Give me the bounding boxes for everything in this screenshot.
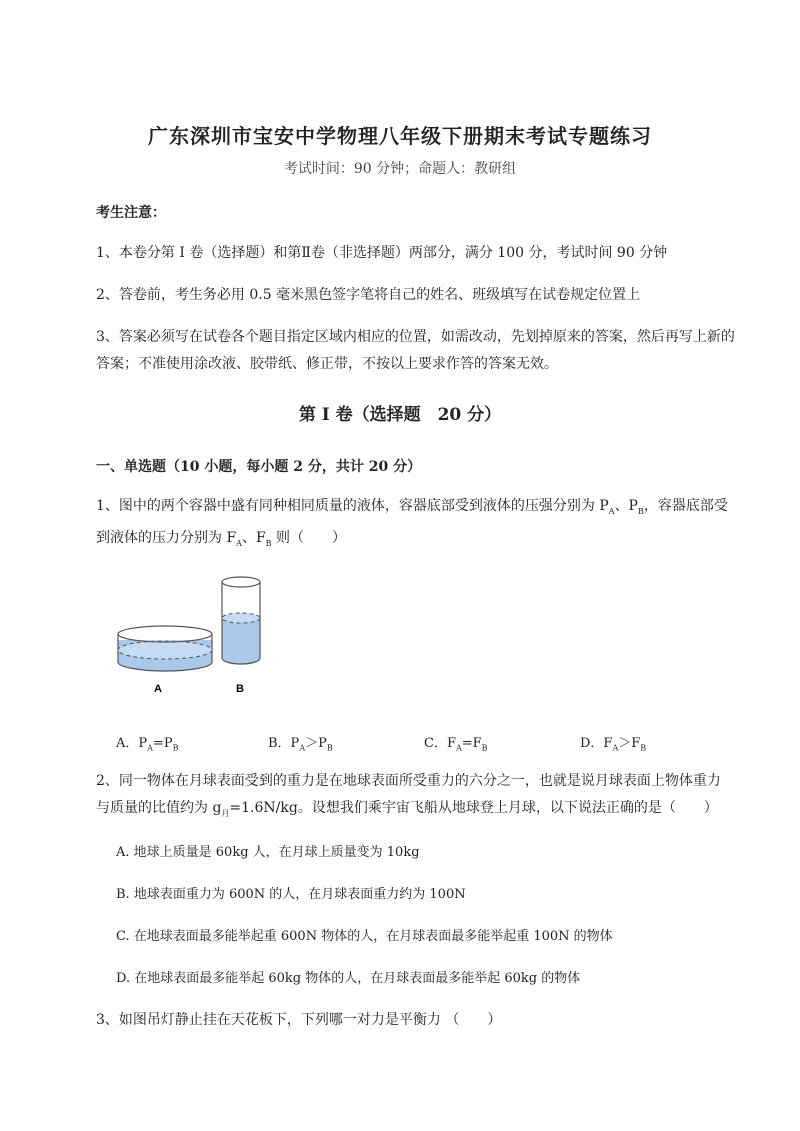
question-2: 2、同一物体在月球表面受到的重力是在地球表面所受重力的六分之一，也就是说月球表面上物体重力 与质量的比值约为 $g_月=1.6N/kg$。设想我们乘宇宙飞船从地球登上月球，以下说法正确的是（ ） (96, 773, 721, 818)
question-3: 3、如图吊灯静止挂在天花板下，下列哪一对力是平衡力 （ ） (96, 1012, 502, 1028)
notice-heading: 考生注意： (96, 205, 166, 221)
q1-option-b[interactable]: B．$P_A>P_B$ (268, 736, 333, 753)
q1-option-d[interactable]: D．$F_A>F_B$ (580, 736, 647, 753)
notice-item-1: 1、本卷分第 I 卷（选择题）和第Ⅱ卷（非选择题）两部分，满分 100 分，考试时间 90 分钟 (96, 245, 668, 261)
page-title: 广东深圳市宝安中学物理八年级下册期末考试专题练习 (148, 124, 652, 148)
q2-option-b[interactable]: B. 地球表面重力为 600N 的人，在月球表面重力约为 100N (116, 887, 466, 902)
figure-label-a: A (154, 683, 162, 695)
exam-info: 考试时间：90 分钟；命题人：教研组 (283, 161, 517, 177)
q1-option-a[interactable]: A．$P_A=P_B$ (116, 736, 179, 753)
notice-item-2: 2、答卷前，考生务必用 0.5 毫米黑色签字笔将自己的姓名、班级填写在试卷规定位置上 (96, 287, 641, 303)
section-title: 第 I 卷（选择题 20 分） (298, 405, 502, 425)
q2-option-c[interactable]: C. 在地球表面最多能举起重 600N 物体的人，在月球表面最多能举起重 100N 的物体 (116, 929, 613, 944)
figure-label-b: B (236, 683, 244, 695)
container-a (118, 626, 212, 671)
part-heading: 一、单选题（10 小题，每小题 2 分，共计 20 分） (96, 459, 422, 475)
notice-item-3: 3、答案必须写在试卷各个题目指定区域内相应的位置，如需改动，先划掉原来的答案，然后再写上新的答案；不准使用涂改液、胶带纸、修正带，不按以上要求作答的答案无效。 (96, 329, 735, 372)
q2-option-a[interactable]: A. 地球上质量是 60kg 人，在月球上质量变为 10kg (116, 845, 420, 860)
containers-figure (110, 570, 280, 700)
question-1: 1、图中的两个容器中盛有同种相同质量的液体，容器底部受到液体的压强分别为 $P_A$、$P_B$，容器底部受 到液体的压力分别为 $F_A$、$F_B$ 则（ ） (96, 498, 728, 548)
container-b (222, 577, 260, 664)
q2-option-d[interactable]: D. 在地球表面最多能举起 60kg 物体的人，在月球表面最多能举起 60kg 的物体 (116, 971, 581, 986)
q1-option-c[interactable]: C．$F_A=F_B$ (424, 736, 488, 753)
